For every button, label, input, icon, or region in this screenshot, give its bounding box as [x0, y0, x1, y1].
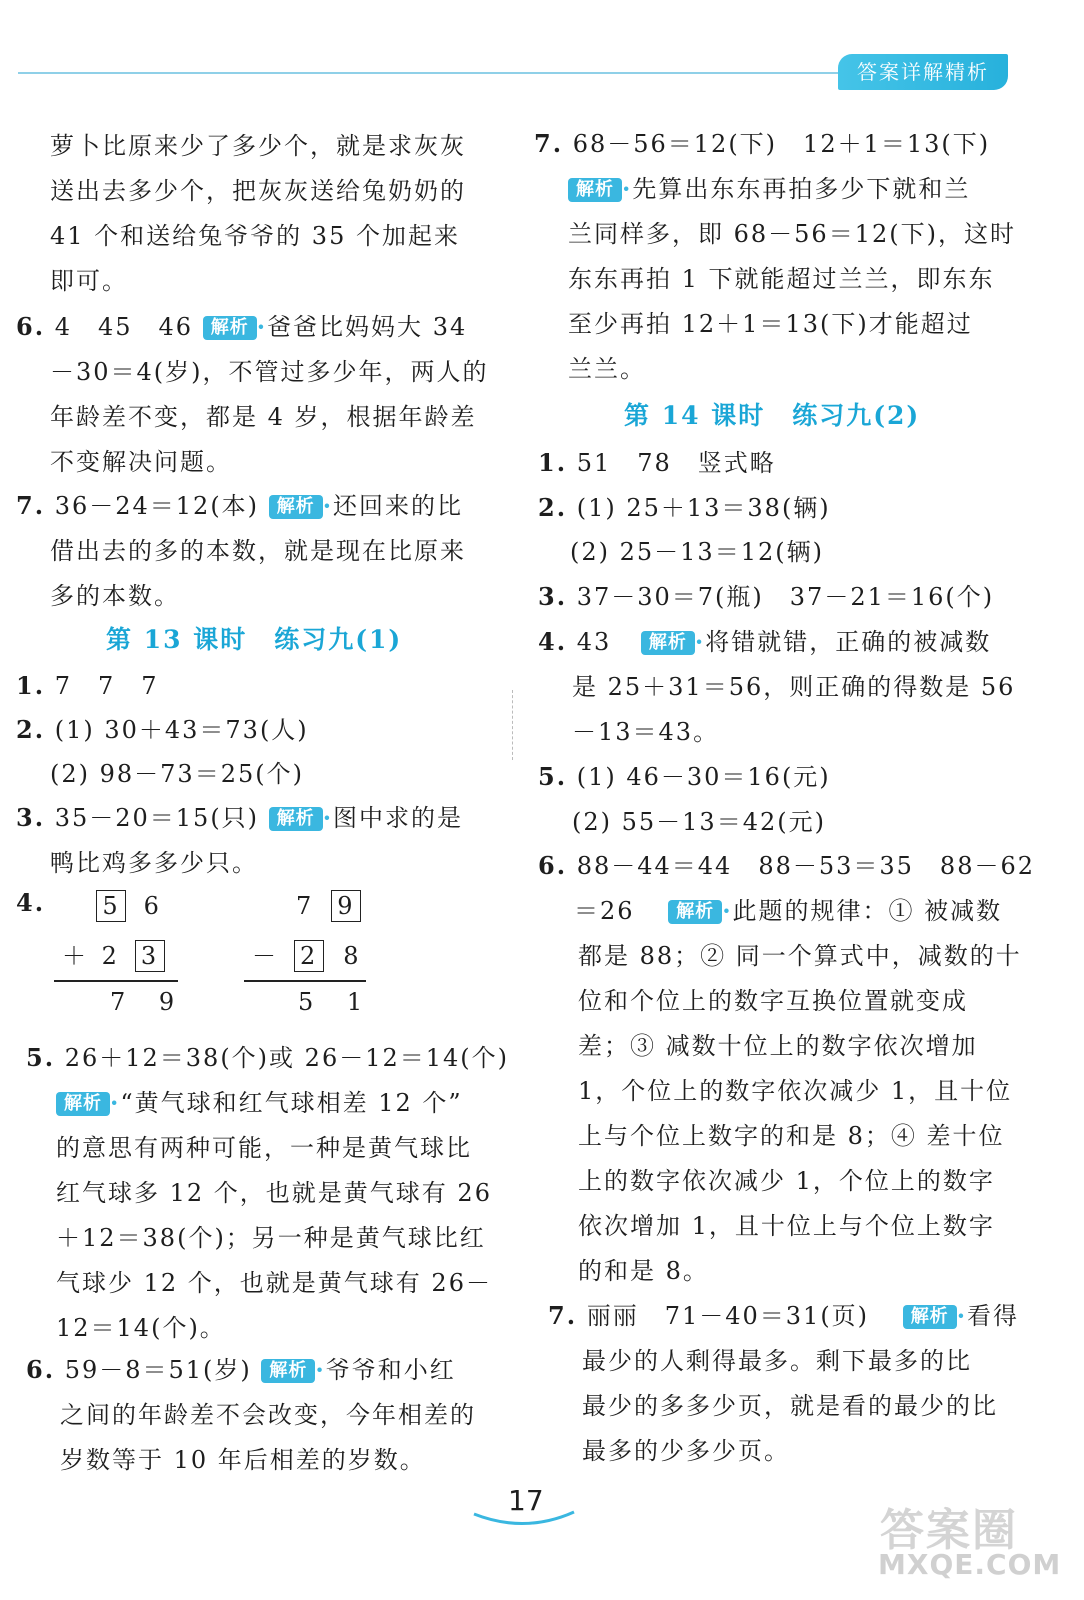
difference-rule [244, 980, 366, 982]
operator: ＋ [62, 942, 88, 970]
question-number: 4. [538, 627, 568, 656]
item-5 [26, 1038, 509, 1073]
question-number: 2. [538, 493, 568, 522]
analysis-tag: 解析 [261, 1359, 315, 1383]
analysis-text: 此题的规律：① 被减数 [732, 897, 1003, 925]
analysis-line [568, 169, 970, 204]
question-number: 1. [538, 448, 568, 477]
item-7b [548, 1296, 1019, 1331]
question-number: 7. [548, 1301, 578, 1330]
text-line: 不变解决问题。 [50, 448, 232, 476]
text-line: (2) 55－13＝42(元) [572, 808, 826, 836]
answer: (1) 30＋43＝73(人) [54, 716, 309, 744]
text-line: ＋12＝38(个)；另一种是黄气球比红 [56, 1224, 486, 1252]
item-4 [538, 622, 991, 657]
blank-box: 5 [96, 890, 126, 922]
text-line: 气球少 12 个，也就是黄气球有 26－ [56, 1269, 492, 1297]
top-row [296, 890, 361, 922]
text-line: (2) 98－73＝25(个) [50, 760, 304, 788]
answer: (1) 25＋13＝38(辆) [576, 494, 831, 522]
analysis-tag: 解析 [641, 631, 695, 655]
digit: 6 [143, 892, 161, 920]
blank-box: 9 [331, 890, 361, 922]
tag-dot: · [256, 312, 268, 341]
text-line: 鸭比鸡多多少只。 [50, 849, 258, 877]
text-line: (2) 25－13＝12(辆) [570, 538, 824, 566]
page-number-swoosh [470, 1508, 580, 1530]
blank-box: 3 [135, 940, 165, 972]
text-line: 即可。 [50, 267, 128, 295]
operator: － [252, 942, 278, 970]
text-line: 的意思有两种可能，一种是黄气球比 [56, 1134, 472, 1162]
sum-rule [54, 980, 178, 982]
answer: 26＋12＝38(个)或 26－12＝14(个) [64, 1044, 510, 1072]
analysis-text: 还回来的比 [333, 492, 464, 520]
analysis-tag: 解析 [56, 1092, 110, 1116]
top-row [96, 890, 161, 922]
text-line: 送出去多少个，把灰灰送给兔奶奶的 [50, 177, 466, 205]
text-line: 的和是 8。 [578, 1257, 709, 1285]
section-title-14: 第 14 课时 练习九(2) [624, 401, 921, 430]
tag-dot: · [315, 1355, 326, 1384]
answer: 4 45 46 [54, 313, 194, 341]
text-line: 最少的多多少页，就是看的最少的比 [582, 1392, 998, 1420]
text-line: －30＝4(岁)，不管过多少年，两人的 [50, 358, 489, 386]
question-number: 5. [26, 1043, 56, 1072]
answer: 43 [576, 628, 612, 656]
digit: 9 [158, 988, 177, 1016]
analysis-text: 图中求的是 [333, 804, 464, 832]
digit: 1 [346, 988, 365, 1016]
text-line: 位和个位上的数字互换位置就变成 [578, 987, 968, 1015]
tag-dot: · [722, 896, 733, 925]
text-line: 12＝14(个)。 [56, 1314, 226, 1342]
analysis-text: 爷爷和小红 [325, 1356, 456, 1384]
middle-row [252, 936, 361, 972]
item-3 [538, 577, 994, 612]
tag-dot: · [110, 1088, 121, 1117]
text-line: 上的数字依次减少 1，个位上的数字 [578, 1167, 995, 1195]
answer: 88－44＝44 88－53＝35 88－62 [576, 852, 1036, 880]
answer: ＝26 [574, 897, 635, 925]
tag-dot: · [694, 627, 706, 656]
item-2 [538, 488, 831, 523]
header-rule [18, 72, 848, 74]
item-6 [26, 1350, 456, 1385]
analysis-text: 将错就错，正确的被减数 [705, 628, 992, 656]
watermark-logo: 答案圈 [880, 1505, 1018, 1556]
question-number: 3. [538, 582, 568, 611]
blank-box: 2 [294, 940, 324, 972]
analysis-text: “黄气球和红气球相差 12 个” [120, 1089, 463, 1117]
analysis-text: 看得 [967, 1302, 1020, 1330]
question-number: 7. [534, 129, 564, 158]
question-number: 1. [16, 671, 46, 700]
text-line: 差；③ 减数十位上的数字依次增加 [578, 1032, 978, 1060]
text-line: 年龄差不变，都是 4 岁，根据年龄差 [50, 403, 477, 431]
text-line: 东东再拍 1 下就能超过兰兰，即东东 [568, 265, 995, 293]
text-line: 最多的少多少页。 [582, 1437, 790, 1465]
tag-dot: · [322, 803, 334, 832]
item-7 [534, 124, 990, 159]
text-line: 都是 88；② 同一个算式中，减数的十 [578, 942, 1022, 970]
digit: 8 [343, 942, 361, 970]
middle-row [62, 936, 165, 972]
question-number: 3. [16, 803, 46, 832]
answer: 7 7 7 [54, 672, 159, 700]
text-line: －13＝43。 [572, 718, 720, 746]
tag-dot: · [956, 1301, 968, 1330]
item-2 [16, 710, 309, 745]
page-number: 17 [508, 1484, 544, 1517]
text-line: 41 个和送给兔爷爷的 35 个加起来 [50, 222, 460, 250]
item-3 [16, 798, 463, 833]
header-tab: 答案详解精析 [838, 54, 1008, 90]
analysis-tag: 解析 [203, 316, 257, 340]
item-1 [16, 666, 159, 701]
answer: 35－20＝15(只) [54, 804, 260, 832]
item-6 [538, 846, 1035, 881]
question-number: 6. [26, 1355, 56, 1384]
text-line: 之间的年龄差不会改变，今年相差的 [60, 1401, 476, 1429]
item-5 [538, 757, 831, 792]
digit: 7 [110, 988, 128, 1016]
result-row [298, 988, 364, 1016]
watermark-url: MXQE.COM [878, 1548, 1062, 1581]
question-number: 2. [16, 715, 46, 744]
question-number: 5. [538, 762, 568, 791]
digit: 2 [101, 942, 119, 970]
column-separator [512, 690, 513, 760]
answer: 37－30＝7(瓶) 37－21＝16(个) [576, 583, 995, 611]
text-line: 上与个位上数字的和是 8；④ 差十位 [578, 1122, 1005, 1150]
question-number: 6. [16, 312, 46, 341]
question-6 [16, 307, 467, 342]
analysis-tag: 解析 [668, 900, 722, 924]
text-line: 1，个位上的数字依次减少 1，且十位 [578, 1077, 1013, 1105]
text-line: 兰兰。 [568, 355, 646, 383]
tag-dot: · [622, 174, 633, 203]
question-number: 4. [16, 888, 46, 917]
analysis-tag: 解析 [269, 495, 323, 519]
text-line: 最少的人剩得最多。剩下最多的比 [582, 1347, 972, 1375]
answer: 68－56＝12(下) 12＋1＝13(下) [572, 130, 991, 158]
section-title-13: 第 13 课时 练习九(1) [106, 625, 403, 654]
answer: 36－24＝12(本) [54, 492, 260, 520]
text-line: 依次增加 1，且十位上与个位上数字 [578, 1212, 995, 1240]
text-line: 红气球多 12 个，也就是黄气球有 26 [56, 1179, 492, 1207]
answer: 51 78 竖式略 [576, 449, 776, 477]
analysis-tag: 解析 [568, 178, 622, 202]
answer: 59－8＝51(岁) [64, 1356, 252, 1384]
text-line: 借出去的多的本数，就是现在比原来 [50, 537, 466, 565]
item-1 [538, 443, 776, 478]
digit: 7 [296, 892, 314, 920]
text-line: 萝卜比原来少了多少个，就是求灰灰 [50, 132, 466, 160]
analysis-line [574, 891, 1002, 926]
tag-dot: · [322, 491, 334, 520]
result-row [110, 988, 176, 1016]
question-number: 7. [16, 491, 46, 520]
question-7 [16, 486, 463, 521]
text-line: 多的本数。 [50, 582, 180, 610]
text-line: 是 25＋31＝56，则正确的得数是 56 [572, 673, 1016, 701]
text-line: 兰同样多，即 68－56＝12(下)，这时 [568, 220, 1016, 248]
text-line: 岁数等于 10 年后相差的岁数。 [60, 1446, 426, 1474]
analysis-tag: 解析 [903, 1305, 957, 1329]
text-line: 至少再拍 12＋1＝13(下)才能超过 [568, 310, 973, 338]
answer: (1) 46－30＝16(元) [576, 763, 831, 791]
answer: 丽丽 71－40＝31(页) [586, 1302, 870, 1330]
question-number: 6. [538, 851, 568, 880]
analysis-line [56, 1083, 463, 1118]
analysis-tag: 解析 [269, 807, 323, 831]
digit: 5 [298, 988, 316, 1016]
analysis-text: 爸爸比妈妈大 34 [267, 313, 468, 341]
analysis-text: 先算出东东再拍多少下就和兰 [632, 175, 971, 203]
